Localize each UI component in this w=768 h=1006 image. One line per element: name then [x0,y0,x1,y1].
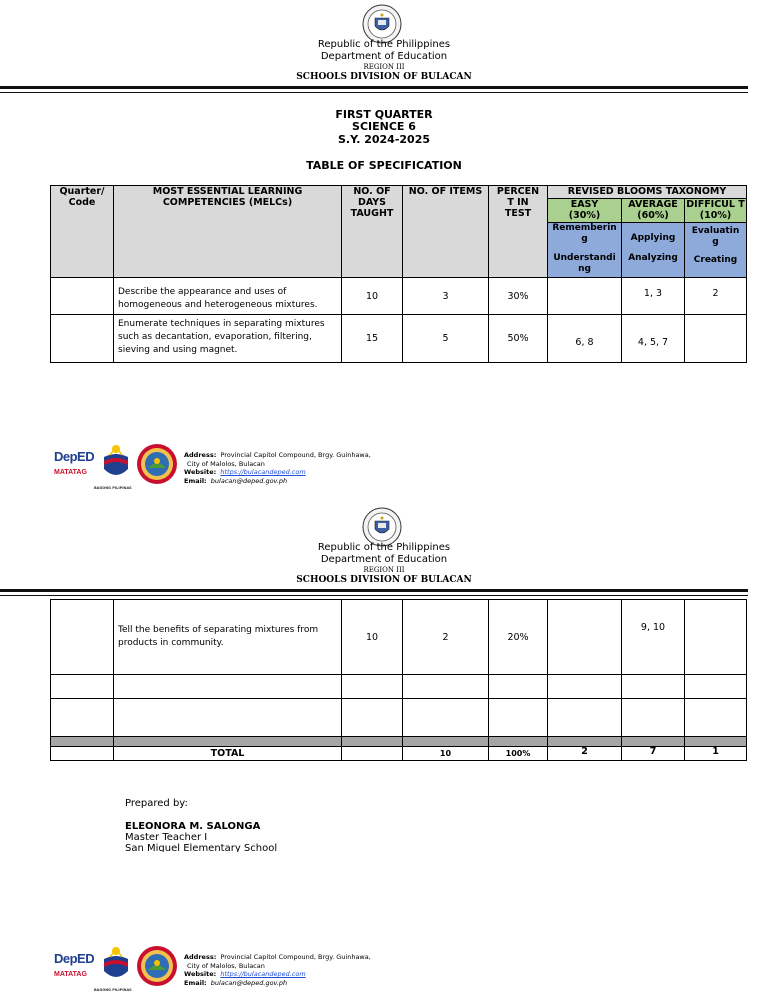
matatag-text: MATATAG [54,971,87,978]
col-header-blooms: REVISED BLOOMS TAXONOMY [548,186,747,199]
tos-table-continued [50,599,747,761]
header-republic: Republic of the Philippines [317,39,451,50]
deped-logo [54,449,95,477]
col-header-quarter: Quarter/ Code [51,186,114,278]
level-applying: Applying [630,233,676,243]
prepared-by-label: Prepared by: [125,798,188,809]
school-year-title: S.Y. 2024-2025 [337,133,431,146]
row2-quarter [51,315,114,363]
row1-easy [548,278,622,315]
matatag-text: MATATAG [54,469,87,476]
table-separator-row [51,737,747,747]
header-republic: Republic of the Philippines [317,542,451,553]
table-row [51,675,747,699]
bagong-pilipinas-icon [100,945,132,985]
email-label: Email: [184,978,207,987]
website-link[interactable]: https://bulacandeped.com [220,970,306,978]
page2-header [0,542,768,586]
table-row [51,699,747,737]
website-link[interactable]: https://bulacandeped.com [220,468,306,476]
email-label: Email: [184,476,207,485]
bagong-text: BAGONG PILIPINAS [94,486,132,490]
col-header-easy: EASY (30%) [548,199,622,223]
total-row [51,747,747,761]
website-label: Website: [184,468,217,476]
blooms-easy-levels [548,223,622,278]
total-easy: 2 [548,747,622,761]
email-text: bulacan@deped.gov.ph [210,476,288,485]
blooms-average-levels [622,223,685,278]
deped-logo-text: DepED [54,449,95,464]
bulacan-seal-icon [136,443,178,485]
row3-items: 2 [403,600,489,675]
level-analyzing: Analyzing [628,253,678,263]
level-remembering: Rememberin g [552,223,617,244]
row1-melc: Describe the appearance and uses of homogeneous and heterogeneous mixtures. [114,278,342,315]
row3-quarter [51,600,114,675]
deped-seal-icon [362,507,402,547]
header-division: SCHOOLS DIVISION OF BULACAN [296,72,472,82]
level-understanding: Understandi ng [553,253,616,274]
address-label: Address: [184,451,217,459]
level-evaluating: Evaluatin g [691,226,740,247]
table-row [51,278,747,315]
header-rule-thin [0,92,748,93]
deped-logo [54,951,95,979]
preparer-name: ELEONORA M. SALONGA [125,821,261,832]
total-days [342,747,403,761]
row2-percent: 50% [489,315,548,363]
row3-percent: 20% [489,600,548,675]
table-row [51,600,747,675]
blooms-difficult-levels [685,223,747,278]
row3-easy [548,600,622,675]
table-row [51,315,747,363]
address-line2: City of Malolos, Bulacan [187,961,265,970]
row1-items: 3 [403,278,489,315]
quarter-title: FIRST QUARTER [335,108,433,121]
row3-average: 9, 10 [622,600,685,675]
address-line1: Provincial Capitol Compound, Brgy. Guinhawa, [220,451,371,459]
address-line2: City of Malolos, Bulacan [187,459,265,468]
deped-logo-text: DepED [54,951,95,966]
bagong-pilipinas-icon [100,443,132,483]
header-rule-thin [0,595,748,596]
subject-title: SCIENCE 6 [352,120,416,133]
header-region: REGION III [363,566,405,574]
bulacan-seal-icon [136,945,178,987]
header-region: REGION III [363,63,405,71]
row2-easy: 6, 8 [548,315,622,363]
row2-days: 15 [342,315,403,363]
level-creating: Creating [693,255,738,265]
footer-address-block [184,953,371,987]
row2-difficult [685,315,747,363]
page2-footer [54,945,384,995]
col-header-melc: MOST ESSENTIAL LEARNING COMPETENCIES (MELCs) [114,186,342,278]
header-department: Department of Education [320,51,448,62]
website-label: Website: [184,970,217,978]
address-line1: Provincial Capitol Compound, Brgy. Guinhawa, [220,953,371,961]
row2-melc: Enumerate techniques in separating mixtures such as decantation, evaporation, filtering, sieving and using magnet. [114,315,342,363]
header-rule [0,86,748,89]
deped-seal-icon [362,4,402,44]
row1-percent: 30% [489,278,548,315]
col-header-average: AVERAGE (60%) [622,199,685,223]
row3-melc: Tell the benefits of separating mixtures from products in community. [114,600,342,675]
tos-title: TABLE OF SPECIFICATION [306,159,462,172]
row3-days: 10 [342,600,403,675]
page1-header [0,39,768,83]
header-department: Department of Education [320,554,448,565]
row1-difficult: 2 [685,278,747,315]
row1-days: 10 [342,278,403,315]
row1-average: 1, 3 [622,278,685,315]
row2-items: 5 [403,315,489,363]
bagong-text: BAGONG PILIPINAS [94,988,132,992]
total-label: TOTAL [114,747,342,761]
row2-average: 4, 5, 7 [622,315,685,363]
header-division: SCHOOLS DIVISION OF BULACAN [296,575,472,585]
email-text: bulacan@deped.gov.ph [210,978,288,987]
col-header-difficult: DIFFICUL T (10%) [686,199,745,221]
total-percent: 100% [489,747,548,761]
footer-address-block [184,451,371,485]
total-average: 7 [622,747,685,761]
row1-quarter [51,278,114,315]
preparer-position: Master Teacher I [125,832,208,843]
header-rule [0,589,748,592]
page1-footer [54,443,384,493]
total-items: 10 [403,747,489,761]
tos-table [50,185,747,363]
total-difficult: 1 [685,747,747,761]
col-header-items: NO. OF ITEMS [403,186,489,278]
row3-difficult [685,600,747,675]
col-header-percent: PERCEN T IN TEST [489,186,548,278]
col-header-days: NO. OF DAYS TAUGHT [342,186,403,278]
preparer-school: San Miguel Elementary School [125,843,278,852]
address-label: Address: [184,953,217,961]
